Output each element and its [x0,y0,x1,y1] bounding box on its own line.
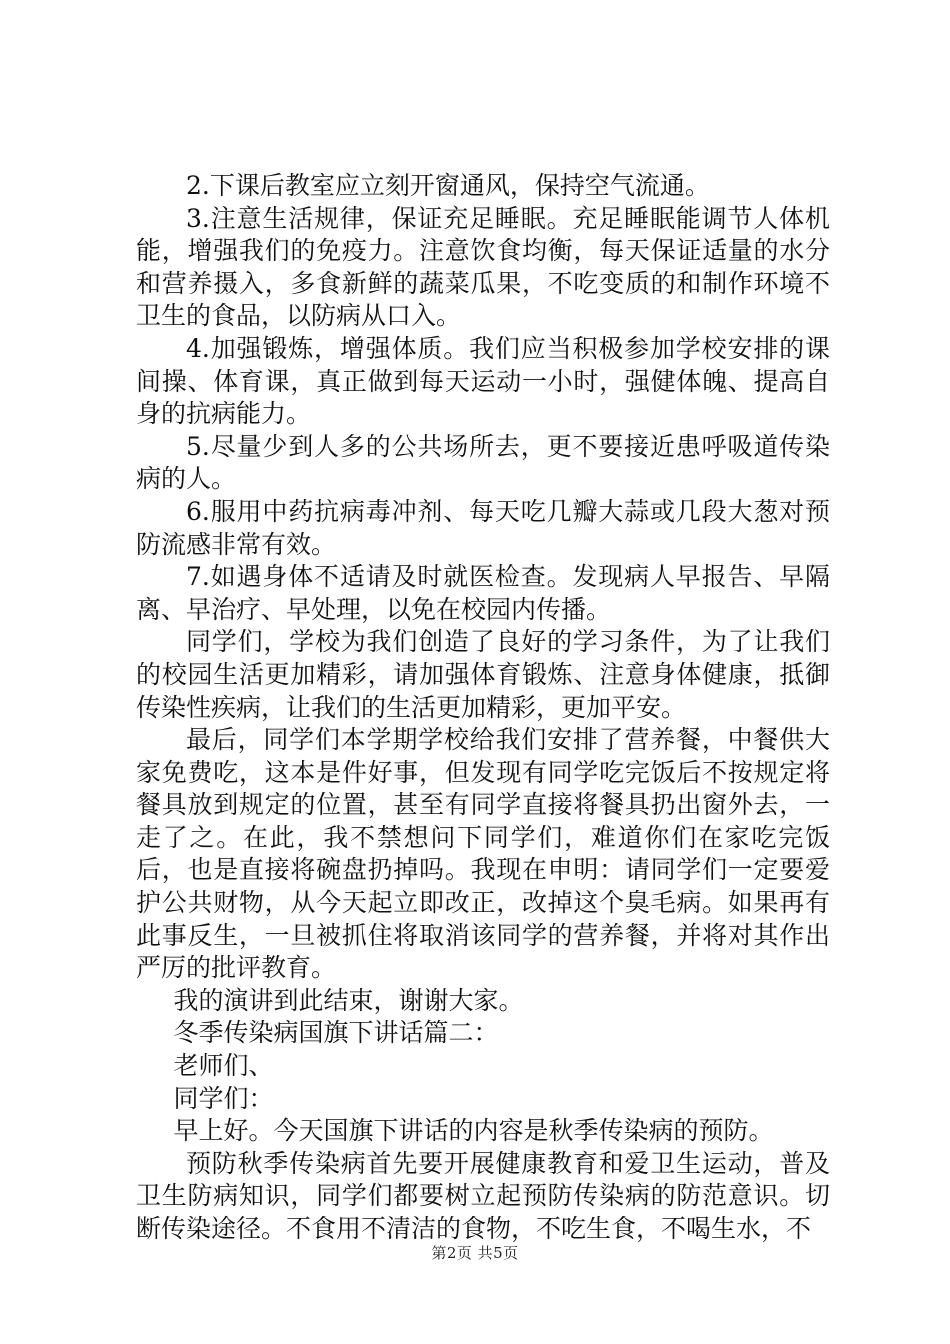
paragraph-item-4: 4.加强锻炼，增强体质。我们应当积极参加学校安排的课间操、体育课，真正做到每天运动一小时，强健体魄、提高自身的抗病能力。 [136,333,830,429]
paragraph-item-6: 6.服用中药抗病毒冲剂、每天吃几瓣大蒜或几段大葱对预防流感非常有效。 [136,496,830,559]
section-heading: 冬季传染病国旗下讲话篇二： [173,1018,499,1048]
page-footer: 第2页 共5页 [431,1244,519,1262]
greeting-teachers: 老师们、 [173,1051,274,1081]
paragraph-item-3: 3.注意生活规律，保证充足睡眠。充足睡眠能调节人体机能，增强我们的免疫力。注意饮食均衡，每天保证适量的水分和营养摄入，多食新鲜的蔬菜瓜果，不吃变质的和制作环境不卫生的食品，以防病从口入。 [136,203,830,331]
paragraph-item-5: 5.尽量少到人多的公共场所去，更不要接近患呼吸道传染病的人。 [136,431,830,494]
paragraph-finally: 最后，同学们本学期学校给我们安排了营养餐，中餐供大家免费吃，这本是件好事，但发现有同学吃完饭后不按规定将餐具放到规定的位置，甚至有同学直接将餐具扔出窗外去，一走了之。在此，我不禁想问下同学们，难道你们在家吃完饭后，也是直接将碗盘扔掉吗。我现在申明：请同学们一定要爱护公共财物，从今天起立即改正，改掉这个臭毛病。如果再有此事反生，一旦被抓住将取消该同学的营养餐，并将对其作出严厉的批评教育。 [136,725,830,983]
greeting-students: 同学们： [173,1083,274,1113]
closing-line: 我的演讲到此结束，谢谢大家。 [173,985,524,1015]
paragraph-classmates: 同学们，学校为我们创造了良好的学习条件，为了让我们的校园生活更加精彩，请加强体育锻炼、注意身体健康，抵御传染性疾病，让我们的生活更加精彩，更加平安。 [136,627,830,722]
paragraph-item-7: 7.如遇身体不适请及时就医检查。发现病人早报告、早隔离、早治疗、早处理，以免在校园内传播。 [136,562,830,624]
paragraph-item-2: 2.下课后教室应立刻开窗通风，保持空气流通。 [186,171,710,200]
morning-greeting: 早上好。今天国旗下讲话的内容是秋季传染病的预防。 [173,1116,774,1146]
document-body [136,170,830,1246]
paragraph-prevention: 预防秋季传染病首先要开展健康教育和爱卫生运动，普及卫生防病知识，同学们都要树立起预防传染病的防范意识。切断传染途径。不食用不清洁的食物，不吃生食，不喝生水，不 [136,1148,830,1243]
